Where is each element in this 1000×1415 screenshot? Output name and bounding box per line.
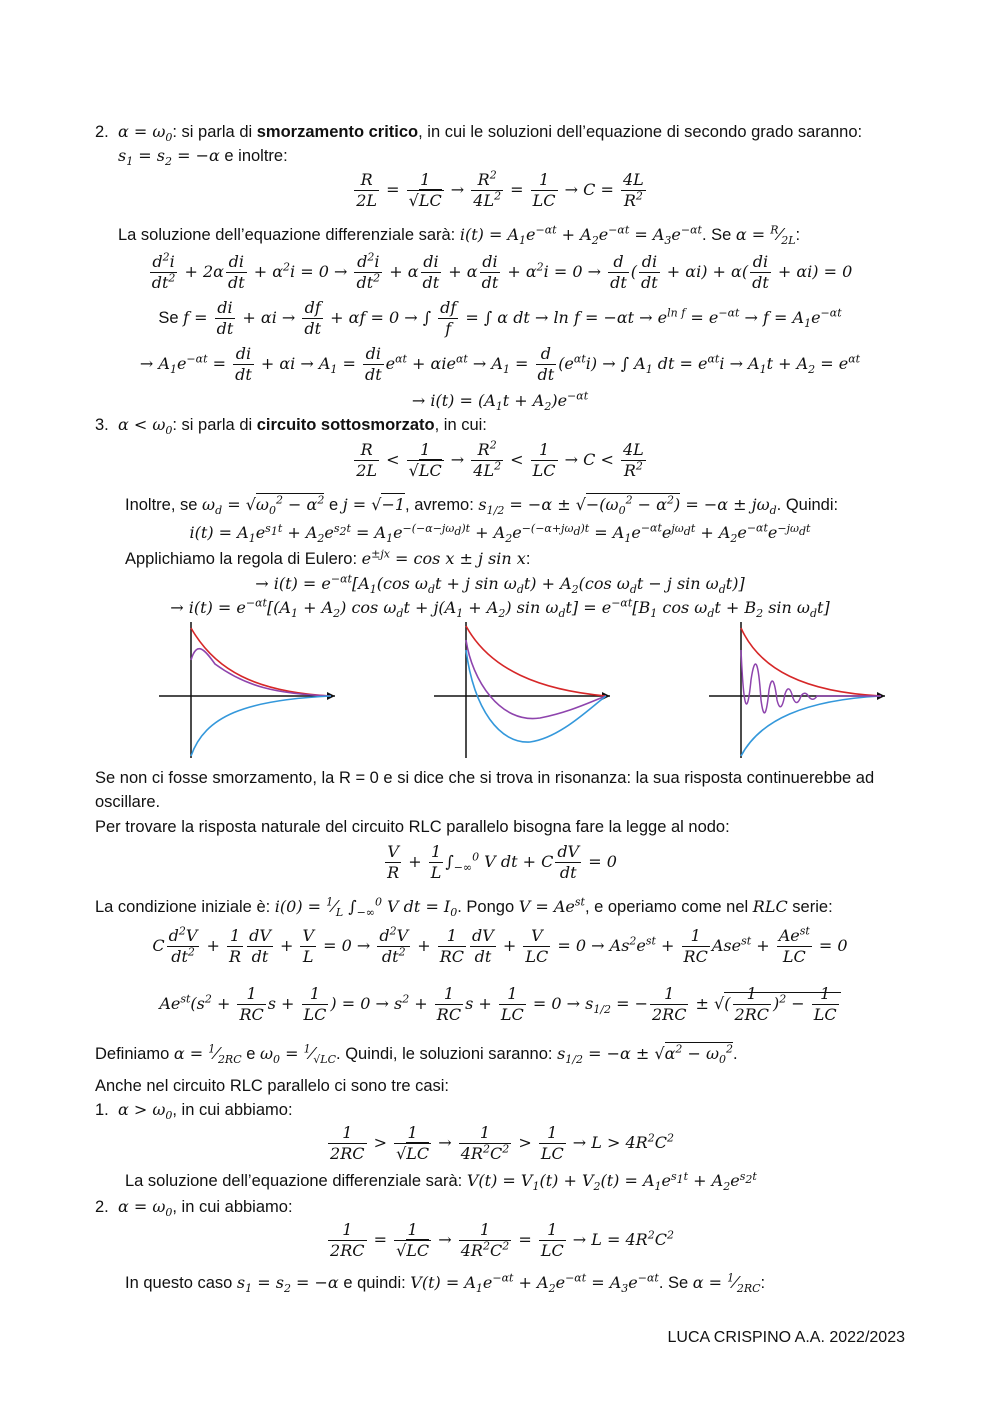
eq-underdamped-result: → $i(t) = e^{-\alpha t}[(A_1 + A_2)$ $\cos \omega_dt + j(A_1 + A_2)$ $\sin \omega_dt] = e^{-\alpha t}[B_1$ $\cos \omega_dt + B_2$ $\sin \omega_dt$] — [170, 596, 830, 621]
paragraph-resonance-cont: oscillare. — [95, 793, 161, 811]
eq-critical-result: → $i(t) = (A_1t + A_2)e^{-\alpha t}$ — [411, 389, 589, 414]
eq-critical-integration: → $A_1e^{-\alpha t}$ = $\frac{di}{dt}$ + $\alpha i \to A_1$ = $\frac{di}{dt}$ $e^{\alpha t} + \alpha ie^{\alpha t} \to A_1$ = $\frac{d}{dt}$ $(e^{\alpha t}i)$ → ∫ $A_1$ dt = $e^{\alpha t}i \to A_1t + A_2 = e^{\alpha t}$ — [139, 344, 861, 384]
graph-overdamped — [155, 620, 340, 760]
eq-underdamped-condition: $\frac{R}{2L}$ < $\frac{1}{√LC}$ → $\frac{R^2}{4L^2}$ < $\frac{1}{LC}$ → C < $\frac{4L}{R^2}$ — [356, 438, 644, 480]
item3-euler: Applichiamo la regola di Eulero: $e^{\pm jx} = \cos x \pm j$ sin x: — [125, 547, 531, 568]
eq-case2-condition: $\frac{1}{2RC}$ = $\frac{1}{√LC}$ → $\frac{1}{4R^2C^2}$ = $\frac{1}{LC}$ → $L = 4R^2C^2$ — [330, 1220, 674, 1260]
eq-critical-substitution: Se f = $\frac{di}{dt}$ + αi → $\frac{df}{dt}$ + αf = 0 → ∫ $\frac{df}{f}$ = ∫ α dt → $\ln f = -\alpha t \to e^{ln f} = e^{-\alpha t} \to f = A_1e^{-\alpha t}$ — [158, 298, 842, 338]
graph-critical — [430, 620, 615, 760]
paragraph-three-cases: Anche nel circuito RLC parallelo ci sono tre casi: — [95, 1077, 450, 1095]
case2-solution: In questo caso $s_1 = s_2 = -\alpha$ e quindi: $V(t) = A_1e^{-\alpha t} + A_2e^{-\alpha t} = A_3e^{-\alpha t}$. Se $\alpha = ^1⁄_{2RC}$: — [125, 1271, 766, 1296]
eq-node-law: $\frac{V}{R}$ + $\frac{1}{L}$ $\int_{-\infty}^0$ V dt + C $\frac{dV}{dt}$ = 0 — [387, 842, 617, 882]
page-footer: LUCA CRISPINO A.A. 2022/2023 — [667, 1329, 905, 1346]
paragraph-node-law: Per trovare la risposta naturale del circuito RLC parallelo bisogna fare la legge al nodo: — [95, 818, 730, 836]
case1-heading: 1. $\alpha > \omega_0$, in cui abbiamo: — [95, 1100, 293, 1123]
eq-parallel-ode: C $\frac{d^2V}{dt^2}$ + $\frac{1}{R}$ $\frac{dV}{dt}$ + $\frac{V}{L}$ = 0 → $\frac{d^2V}{dt^2}$ + $\frac{1}{RC}$ $\frac{dV}{dt}$ + $\frac{V}{LC}$ = $0 \to As^2e^{st}$ + $\frac{1}{RC}$ Ase$^{st}$ + $\frac{Ae^{st}}{LC}$ = 0 — [152, 924, 848, 966]
eq-case1-condition: $\frac{1}{2RC}$ > $\frac{1}{√LC}$ → $\frac{1}{4R^2C^2}$ > $\frac{1}{LC}$ → $L > 4R^2C^2$ — [330, 1123, 674, 1163]
item2-heading: 2. $\alpha = \omega_0$: si parla di smorzamento critico, in cui le soluzioni dell’equazione di secondo grado saranno: — [95, 122, 863, 145]
item2-solution-line: La soluzione dell’equazione differenziale sarà: $i(t) = A_1e^{-\alpha t} + A_2e^{-\alpha t} = A_3e^{-\alpha t}$. Se $\alpha = ^R⁄_{2L}$: — [118, 223, 801, 248]
item2-roots: $s_1 = s_2 = -\alpha$ e inoltre: — [118, 146, 288, 169]
eq-critical-condition: $\frac{R}{2L}$ = $\frac{1}{√LC}$ → $\frac{R^2}{4L^2}$ = $\frac{1}{LC}$ → C = $\frac{4L}{R^2}$ — [356, 168, 644, 210]
paragraph-define: Definiamo $\alpha = ^1⁄_{2RC}$ e $\omega_0$ = $^1⁄_{√LC}$. Quindi, le soluzioni saranno: $s_{1/2} = -\alpha \pm √\alpha^2 - \omega_0^2$. — [95, 1042, 738, 1067]
eq-euler-applied: → $i(t) = e^{-\alpha t}[A_1(\cos$ $\omega_dt + j$ $\sin \omega_dt) + A_2(\cos$ $\omega_dt - j$ $\sin \omega_dt$)] — [255, 572, 745, 597]
eq-parallel-roots: $Ae^{st}(s^2$ + $\frac{1}{RC}$ s + $\frac{1}{LC}$ ) = $0 \to s^2$ + $\frac{1}{RC}$ s + $\frac{1}{LC}$ = $0 \to s_{1/2}$ = − $\frac{1}{2RC}$ ± √( $\frac{1}{2RC}$ )$^2$ − $\frac{1}{LC}$ — [0, 984, 1000, 1025]
case1-solution: La soluzione dell’equazione differenziale sarà: $V(t) = V_1(t) + V_2(t) = A_1e^{s_1t} + A_2e^{s_2t}$ — [125, 1169, 757, 1194]
paragraph-resonance: Se non ci fosse smorzamento, la R = 0 e si dice che si trova in risonanza: la sua risposta continuerebbe ad — [95, 769, 875, 787]
item3-omega-d: Inoltre, se $\omega_d = √\omega_0^2 - \alpha^2$ e j = √−1, avremo: $s_{1/2} = -\alpha \pm √-(\omega_0^2 - \alpha^2) = -\alpha \pm j\omega_d$. Quindi: — [125, 493, 839, 518]
paragraph-initial-condition: La condizione iniziale è: $i(0) = ^1⁄_L$ $\int_{-\infty}^0$ V dt = $I_0$. Pongo $V = Ae^{st}$, e operiamo come nel RLC serie: — [95, 895, 833, 920]
graph-underdamped — [705, 620, 890, 760]
item3-heading: 3. $\alpha < \omega_0$: si parla di circuito sottosmorzato, in cui: — [95, 415, 487, 438]
eq-underdamped-current: $i(t) = A_1e^{s_1t} + A_2e^{s_2t} = A_1e^{-(-\alpha-j\omega_d)t} + A_2e^{-(-\alpha+j\omega_d)t} = A_1e^{-\alpha t}e^{j\omega_dt} + A_2e^{-\alpha t}e^{-j\omega_dt}$ — [189, 521, 811, 546]
term-underdamped: circuito sottosmorzato — [256, 416, 435, 434]
term-critical-damping: smorzamento critico — [256, 123, 419, 141]
case2-heading: 2. $\alpha = \omega_0$, in cui abbiamo: — [95, 1197, 293, 1220]
eq-critical-ode: $\frac{d^2i}{dt^2}$ + 2α $\frac{di}{dt}$ + $\alpha^2i = 0$ → $\frac{d^2i}{dt^2}$ + α $\frac{di}{dt}$ + α $\frac{di}{dt}$ + $\alpha^2i = 0$ → $\frac{d}{dt}$ ( $\frac{di}{dt}$ + αi) + α( $\frac{di}{dt}$ + αi) = 0 — [151, 250, 853, 292]
